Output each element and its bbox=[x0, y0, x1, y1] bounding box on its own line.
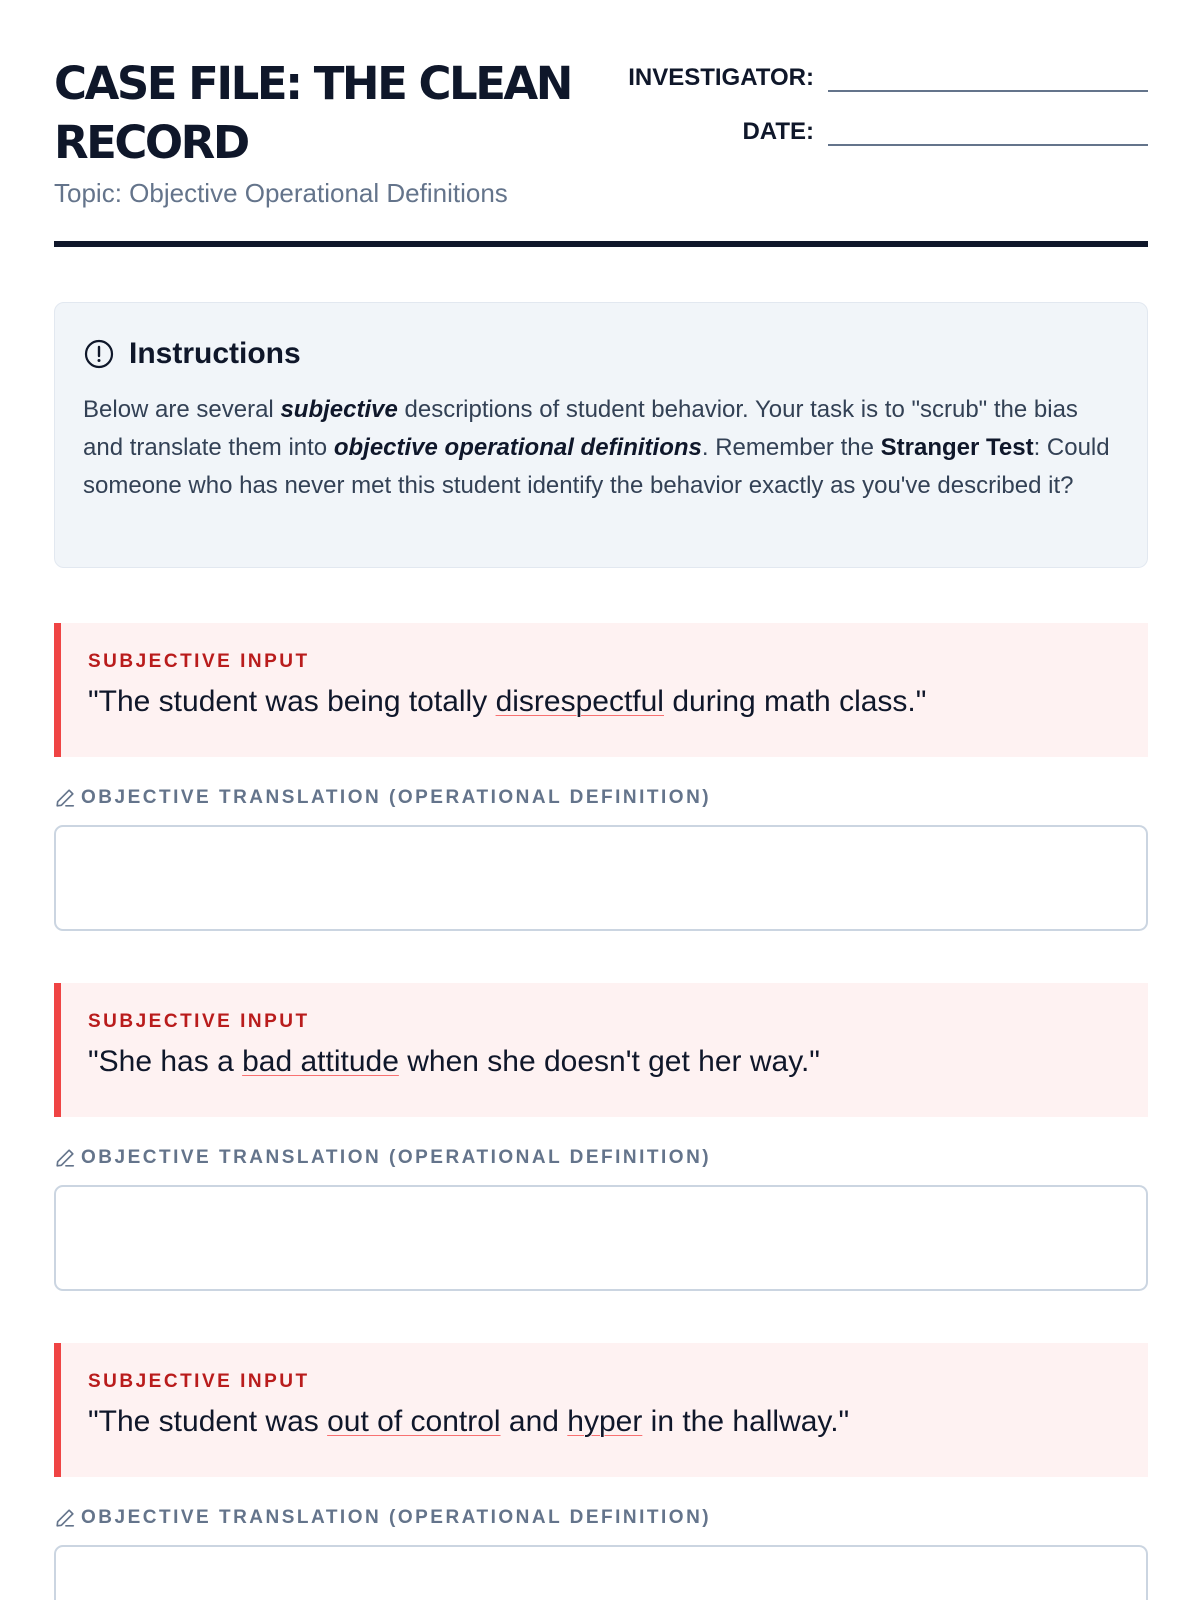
instructions-text-part: Below are several bbox=[83, 396, 281, 423]
subjective-statement bbox=[88, 1045, 1148, 1079]
statement-part: "The student was bbox=[88, 1405, 328, 1438]
pencil-icon bbox=[54, 1507, 76, 1529]
subjective-input-label: SUBJECTIVE INPUT bbox=[88, 1371, 310, 1392]
instructions-text bbox=[83, 391, 1119, 505]
subjective-statement bbox=[88, 1405, 1148, 1439]
instructions-text-part: descriptions of student behavior. Your task is to "scrub" the bias and translate them into bbox=[83, 396, 1078, 461]
subjective-term: out of control bbox=[327, 1405, 501, 1438]
instructions-text-part: . Remember the bbox=[701, 434, 881, 461]
header-divider bbox=[54, 241, 1148, 247]
objective-translation-input[interactable] bbox=[54, 825, 1148, 931]
investigator-label: INVESTIGATOR: bbox=[628, 64, 814, 91]
statement-part: "She has a bbox=[88, 1045, 243, 1078]
subjective-input-card bbox=[54, 1343, 1148, 1477]
subjective-statement bbox=[88, 685, 1148, 719]
statement-part: and bbox=[500, 1405, 568, 1438]
subjective-input-card bbox=[54, 983, 1148, 1117]
subjective-term: disrespectful bbox=[495, 685, 664, 718]
subjective-input-card bbox=[54, 623, 1148, 757]
objective-translation-input[interactable] bbox=[54, 1545, 1148, 1600]
subjective-term: hyper bbox=[567, 1405, 643, 1438]
case-item bbox=[54, 1343, 1148, 1600]
objective-translation-label bbox=[54, 1507, 1148, 1529]
statement-part: during math class." bbox=[663, 685, 927, 718]
objective-translation-text: OBJECTIVE TRANSLATION (OPERATIONAL DEFINITION) bbox=[81, 1147, 712, 1168]
investigator-field bbox=[628, 58, 1148, 92]
statement-part: when she doesn't get her way." bbox=[398, 1045, 820, 1078]
subjective-input-label: SUBJECTIVE INPUT bbox=[88, 1011, 310, 1032]
case-item bbox=[54, 983, 1148, 1291]
statement-part: "The student was being totally bbox=[88, 685, 496, 718]
emphasis-objective-definitions: objective operational definitions bbox=[333, 434, 702, 461]
pencil-icon bbox=[54, 787, 76, 809]
instructions-box bbox=[54, 302, 1148, 568]
instructions-text-part: : Could someone who has never met this student identify the behavior exactly as you've described it? bbox=[83, 434, 1110, 499]
date-line[interactable] bbox=[828, 112, 1148, 146]
instructions-heading bbox=[83, 337, 1119, 371]
worksheet-page bbox=[54, 0, 1148, 1528]
date-field bbox=[742, 112, 1148, 146]
objective-translation-label bbox=[54, 1147, 1148, 1169]
case-item bbox=[54, 623, 1148, 931]
instructions-title: Instructions bbox=[129, 337, 301, 370]
subjective-input-label: SUBJECTIVE INPUT bbox=[88, 651, 310, 672]
objective-translation-text: OBJECTIVE TRANSLATION (OPERATIONAL DEFINITION) bbox=[81, 787, 712, 808]
topic-subtitle: Topic: Objective Operational Definitions bbox=[54, 178, 508, 208]
objective-translation-input[interactable] bbox=[54, 1185, 1148, 1291]
alert-circle-icon bbox=[83, 338, 115, 370]
header bbox=[54, 0, 1148, 248]
date-label: DATE: bbox=[742, 118, 814, 145]
subjective-term: bad attitude bbox=[242, 1045, 399, 1078]
investigator-line[interactable] bbox=[828, 58, 1148, 92]
pencil-icon bbox=[54, 1147, 76, 1169]
objective-translation-text: OBJECTIVE TRANSLATION (OPERATIONAL DEFINITION) bbox=[81, 1507, 712, 1528]
page-title: CASE FILE: THE CLEAN RECORD bbox=[54, 57, 571, 169]
emphasis-subjective: subjective bbox=[280, 396, 398, 423]
statement-part: in the hallway." bbox=[642, 1405, 850, 1438]
objective-translation-label bbox=[54, 787, 1148, 809]
emphasis-stranger-test: Stranger Test bbox=[880, 434, 1034, 461]
